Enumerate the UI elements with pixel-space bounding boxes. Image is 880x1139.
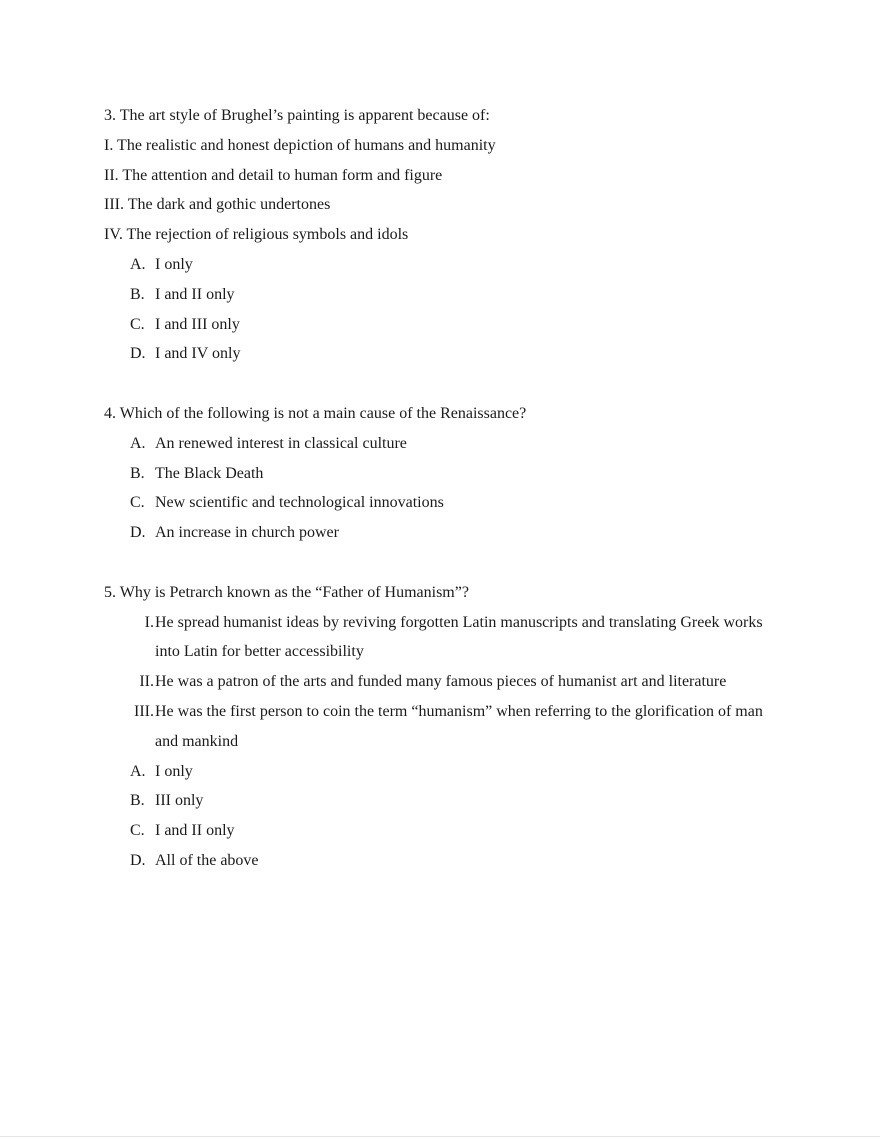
option-text: I and II only [155,822,235,840]
question-4-stem: 4. Which of the following is not a main cause of the Renaissance? [104,404,527,422]
question-3-option-d [104,339,784,369]
option-text: An renewed interest in classical culture [155,434,407,452]
option-text: New scientific and technological innovations [155,494,444,512]
option-text: III only [155,792,204,810]
option-letter: B. [130,464,145,482]
option-text: I and IV only [155,345,241,363]
option-text: All of the above [155,851,259,869]
question-3-stem: 3. The art style of Brughel’s painting is apparent because of: [104,107,490,124]
option-letter: C. [130,494,145,512]
option-text: I only [155,255,193,273]
document-content [104,101,784,876]
question-5-stem: 5. Why is Petrarch known as the “Father of Humanism”? [104,583,469,601]
spacer [104,548,784,578]
statement-number: III. [134,702,154,720]
question-5-option-c [104,816,784,846]
question-5 [104,578,784,876]
question-4-option-a [104,429,784,459]
question-3-statement-1: I. The realistic and honest depiction of humans and humanity [104,136,496,154]
statement-number: I. [144,613,154,631]
option-text: The Black Death [155,464,264,482]
option-letter: B. [130,285,145,303]
question-5-option-b [104,786,784,816]
question-5-statement-3 [104,697,784,757]
option-letter: A. [130,255,146,273]
question-3-statement-2: II. The attention and detail to human form and figure [104,166,443,184]
question-5-statement-1 [104,608,784,668]
statement-text: He was a patron of the arts and funded many famous pieces of humanist art and literature [155,673,727,691]
option-text: I and III only [155,315,240,333]
page-bottom-edge [0,1136,880,1137]
spacer [104,369,784,399]
question-3-option-b [104,280,784,310]
option-letter: D. [130,345,146,363]
option-text: I only [155,762,193,780]
option-letter: B. [130,792,145,810]
question-3-statement-4: IV. The rejection of religious symbols and idols [104,226,409,244]
question-4-option-c [104,488,784,518]
question-3-statement-3: III. The dark and gothic undertones [104,196,331,214]
question-5-option-a [104,757,784,787]
question-4-option-d [104,518,784,548]
option-letter: D. [130,851,146,869]
option-letter: C. [130,822,145,840]
option-text: An increase in church power [155,524,339,542]
question-4 [104,399,784,548]
option-letter: D. [130,524,146,542]
question-3-option-a [104,250,784,280]
question-4-option-b [104,459,784,489]
statement-text: He was the first person to coin the term “humanism” when referring to the glorification of man and mankind [155,702,763,750]
statement-number: II. [139,673,154,691]
question-3-option-c [104,310,784,340]
question-3 [104,101,784,369]
question-5-statement-2 [104,667,784,697]
option-letter: A. [130,762,146,780]
option-letter: C. [130,315,145,333]
option-text: I and II only [155,285,235,303]
option-letter: A. [130,434,146,452]
question-5-option-d [104,846,784,876]
statement-text: He spread humanist ideas by reviving forgotten Latin manuscripts and translating Greek works into Latin for better accessibility [155,613,763,661]
